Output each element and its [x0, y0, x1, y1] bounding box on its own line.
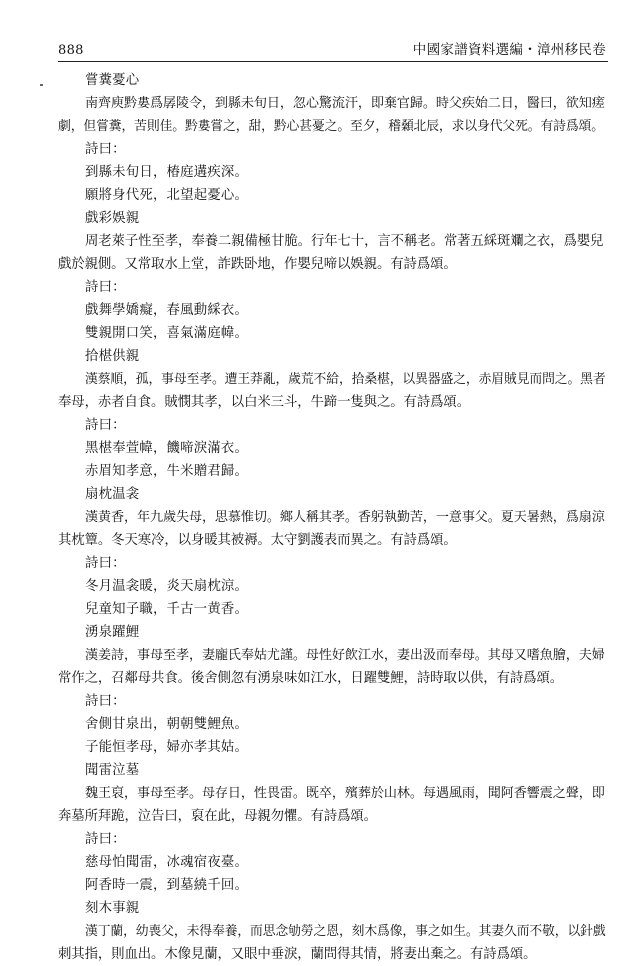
section-title: 拾椹供親	[85, 349, 140, 364]
section-title: 扇枕温衾	[85, 487, 140, 502]
poem-line: 舍側甘泉出，朝朝雙鯉魚。	[85, 717, 249, 732]
poem-line: 冬月温衾暖，炎天扇枕涼。	[85, 579, 249, 594]
paragraph-line: 南齊庾黔婁爲孱陵令，到縣未旬日，忽心驚流汗，即棄官歸。時父疾始二日，醫曰，欲知瘥	[85, 96, 605, 111]
paragraph-line: 其枕簟。冬天寒冷，以身暖其被褥。太守劉護表而異之。有詩爲頌。	[58, 533, 457, 548]
poem-line: 願將身代死，北望起憂心。	[85, 188, 249, 203]
poem-line: 赤眉知孝意，牛米贈君歸。	[85, 464, 249, 479]
poem-line: 戲舞學嬌癡，春風動綵衣。	[85, 303, 249, 318]
paragraph-line: 常作之，召鄰母共食。後舍側忽有湧泉味如江水，日躍雙鯉，詩時取以供，有詩爲頌。	[58, 671, 564, 686]
paragraph-line: 魏王裒，事母至孝。母存日，性畏雷。既卒，殯葬於山林。每遇風雨，聞阿香響震之聲，即	[85, 786, 605, 801]
paragraph-line: 漢姜詩，事母至孝，妻龐氏奉姑尤謹。母性好飲江水，妻出汲而奉母。其母又嗜魚膾，夫婦	[85, 648, 605, 663]
paragraph-line: 戲於親側。又常取水上堂，詐跌卧地，作嬰兒啼以娛親。有詩爲頌。	[58, 257, 457, 272]
poem-line: 到縣未旬日，椿庭遘疾深。	[85, 165, 249, 180]
poem-line: 雙親開口笑，喜氣滿庭幃。	[85, 326, 249, 341]
paragraph-line: 刺其指，則血出。木像見蘭，又眼中垂淚，蘭問得其情，將妻出棄之。有詩爲頌。	[58, 947, 537, 962]
paragraph-line: 漢丁蘭，幼喪父，未得奉養，而思念劬勞之恩，刻木爲像，事之如生。其妻久而不敬，以針戲	[85, 924, 606, 939]
section-title: 嘗糞憂心	[85, 73, 140, 88]
book-title: 中國家譜資料選編・漳州移民卷	[412, 42, 606, 58]
poem-line: 慈母怕聞雷，冰魂宿夜臺。	[85, 855, 249, 870]
poem-line: 阿香時一震，到墓繞千回。	[85, 878, 249, 893]
poem-line: 黑椹奉萱幃，饑啼淚滿衣。	[85, 441, 249, 456]
paragraph-line: 奉母，赤者自食。賊憫其孝，以白米三斗，牛蹄一隻與之。有詩爲頌。	[58, 395, 471, 410]
paragraph-line: 周老萊子性至孝，奉養二親備極甘脆。行年七十，言不稱老。常著五綵斑斕之衣，爲嬰兒	[85, 234, 604, 249]
section-title: 湧泉躍鯉	[85, 625, 140, 640]
poem-label: 詩曰：	[85, 832, 126, 847]
section-title: 刻木事親	[85, 901, 140, 916]
poem-line: 子能恒孝母，婦亦孝其姑。	[85, 740, 249, 755]
poem-label: 詩曰：	[85, 418, 126, 433]
page-number: 888	[58, 43, 84, 58]
header-rule	[58, 61, 608, 62]
page-header	[58, 36, 606, 58]
poem-label: 詩曰：	[85, 142, 126, 157]
poem-label: 詩曰：	[85, 280, 126, 295]
paragraph-line: 漢蔡順，孤，事母至孝。遭王莽亂，歲荒不給，拾桑椹，以異器盛之，赤眉賊見而問之。黑者	[85, 372, 606, 387]
paragraph-line: 劇，但嘗糞，苦則佳。黔婁嘗之，甜，黔心甚憂之。至夕，稽顙北辰，求以身代父死。有詩爲頌。	[58, 119, 604, 134]
section-title: 戲彩娛親	[85, 211, 140, 226]
poem-line: 兒童知子職，千古一黄香。	[85, 602, 249, 617]
paragraph-line: 奔墓所拜跪，泣告曰，裒在此，母親勿懼。有詩爲頌。	[58, 809, 377, 824]
poem-label: 詩曰：	[85, 694, 126, 709]
paragraph-line: 漢黄香，年九歲失母，思慕惟切。鄉人稱其孝。香躬執勤苦，一意事父。夏天暑熱，爲扇涼	[85, 510, 605, 525]
margin-mark	[40, 84, 43, 86]
text-body	[58, 69, 610, 966]
section-title: 聞雷泣墓	[85, 763, 140, 778]
poem-label: 詩曰：	[85, 556, 126, 571]
